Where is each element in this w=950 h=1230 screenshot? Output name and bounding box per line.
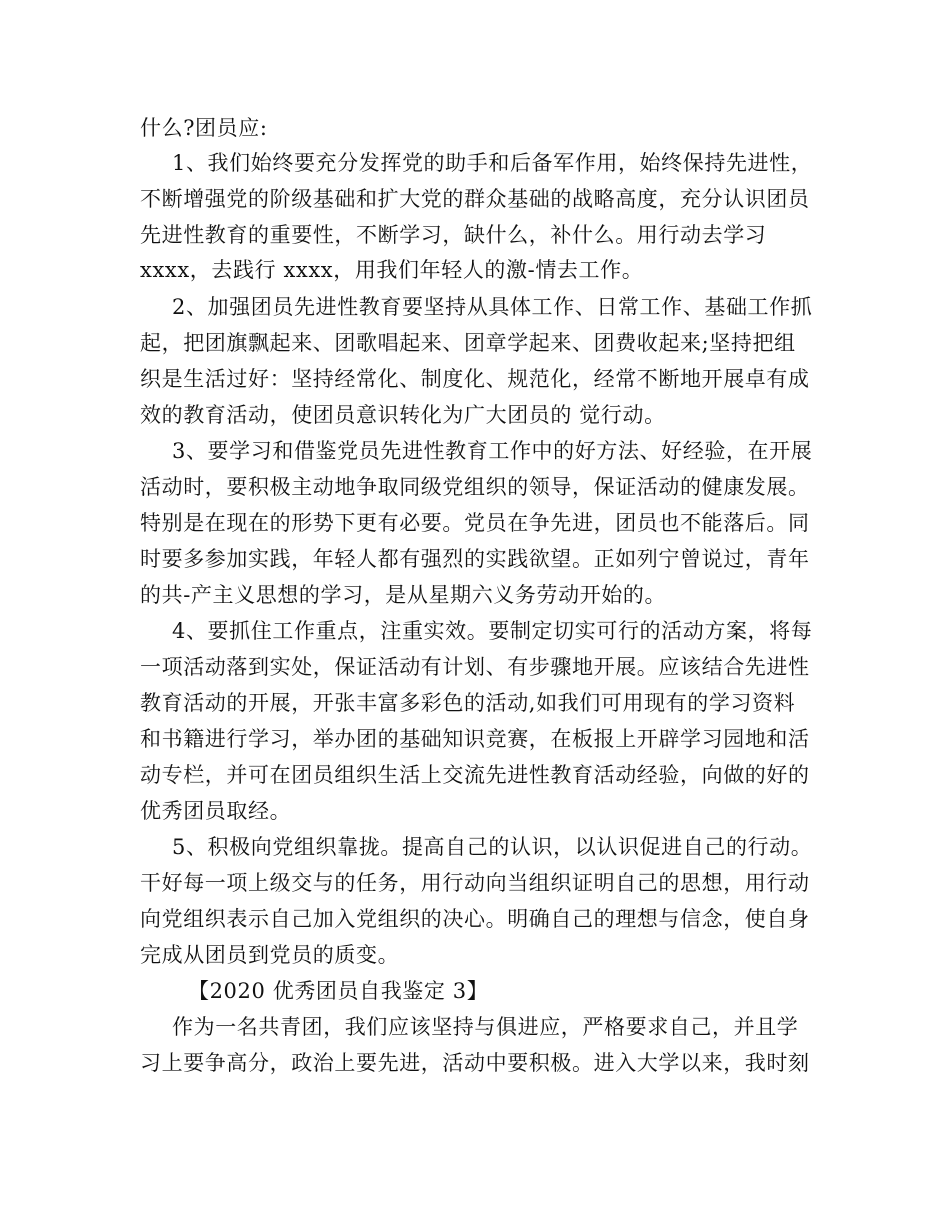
- text-line: 完成从团员到党员的质变。: [140, 943, 400, 967]
- text-line: 什么?团员应:: [140, 116, 268, 140]
- text-line: 织是生活过好：坚持经常化、制度化、规范化，经常不断地开展卓有成: [140, 367, 810, 391]
- text-line: 起，把团旗飘起来、团歌唱起来、团章学起来、团费收起来;坚持把组: [140, 331, 796, 355]
- paragraph-4-start: 4、要抓住工作重点，注重实效。要制定切实可行的活动方案，将每: [172, 619, 813, 643]
- paragraph-1-start: 1、我们始终要充分发挥党的助手和后备军作用，始终保持先进性，: [172, 151, 813, 175]
- text-line: 时要多参加实践，年轻人都有强烈的实践欲望。正如列宁曾说过，青年: [140, 547, 810, 571]
- text-line: 不断增强党的阶级基础和扩大党的群众基础的战略高度，充分认识团员: [140, 187, 810, 211]
- paragraph-5-start: 5、积极向党组织靠拢。提高自己的认识，以认识促进自己的行动。: [172, 835, 813, 859]
- text-line: 动专栏，并可在团员组织生活上交流先进性教育活动经验，向做的好的: [140, 763, 810, 787]
- text-line: 向党组织表示自己加入党组织的决心。明确自己的理想与信念，使自身: [140, 907, 810, 931]
- paragraph-2-start: 2、加强团员先进性教育要坚持从具体工作、日常工作、基础工作抓: [172, 295, 813, 319]
- text-line: 一项活动落到实处，保证活动有计划、有步骤地开展。应该结合先进性: [140, 655, 810, 679]
- text-line: 干好每一项上级交与的任务，用行动向当组织证明自己的思想，用行动: [140, 871, 810, 895]
- text-line: 教育活动的开展，开张丰富多彩色的活动,如我们可用现有的学习资料: [140, 691, 796, 715]
- section-heading: 【2020 优秀团员自我鉴定 3】: [188, 979, 489, 1003]
- text-line: 习上要争高分，政治上要先进，活动中要积极。进入大学以来，我时刻: [140, 1051, 810, 1075]
- text-line: xxxx，去践行 xxxx，用我们年轻人的激-情去工作。: [140, 258, 644, 282]
- paragraph-6-start: 作为一名共青团，我们应该坚持与俱进应，严格要求自己，并且学: [172, 1015, 799, 1039]
- text-line: 先进性教育的重要性，不断学习，缺什么，补什么。用行动去学习: [140, 223, 767, 247]
- text-line: 优秀团员取经。: [140, 799, 292, 823]
- text-line: 的共-产主义思想的学习，是从星期六义务劳动开始的。: [140, 583, 667, 607]
- text-line: 特别是在现在的形势下更有必要。党员在争先进，团员也不能落后。同: [140, 511, 810, 535]
- text-line: 活动时，要积极主动地争取同级党组织的领导，保证活动的健康发展。: [140, 475, 810, 499]
- paragraph-3-start: 3、要学习和借鉴党员先进性教育工作中的好方法、好经验，在开展: [172, 439, 813, 463]
- text-line: 效的教育活动，使团员意识转化为广大团员的 觉行动。: [140, 403, 666, 427]
- text-line: 和书籍进行学习，举办团的基础知识竞赛，在板报上开辟学习园地和活: [140, 727, 810, 751]
